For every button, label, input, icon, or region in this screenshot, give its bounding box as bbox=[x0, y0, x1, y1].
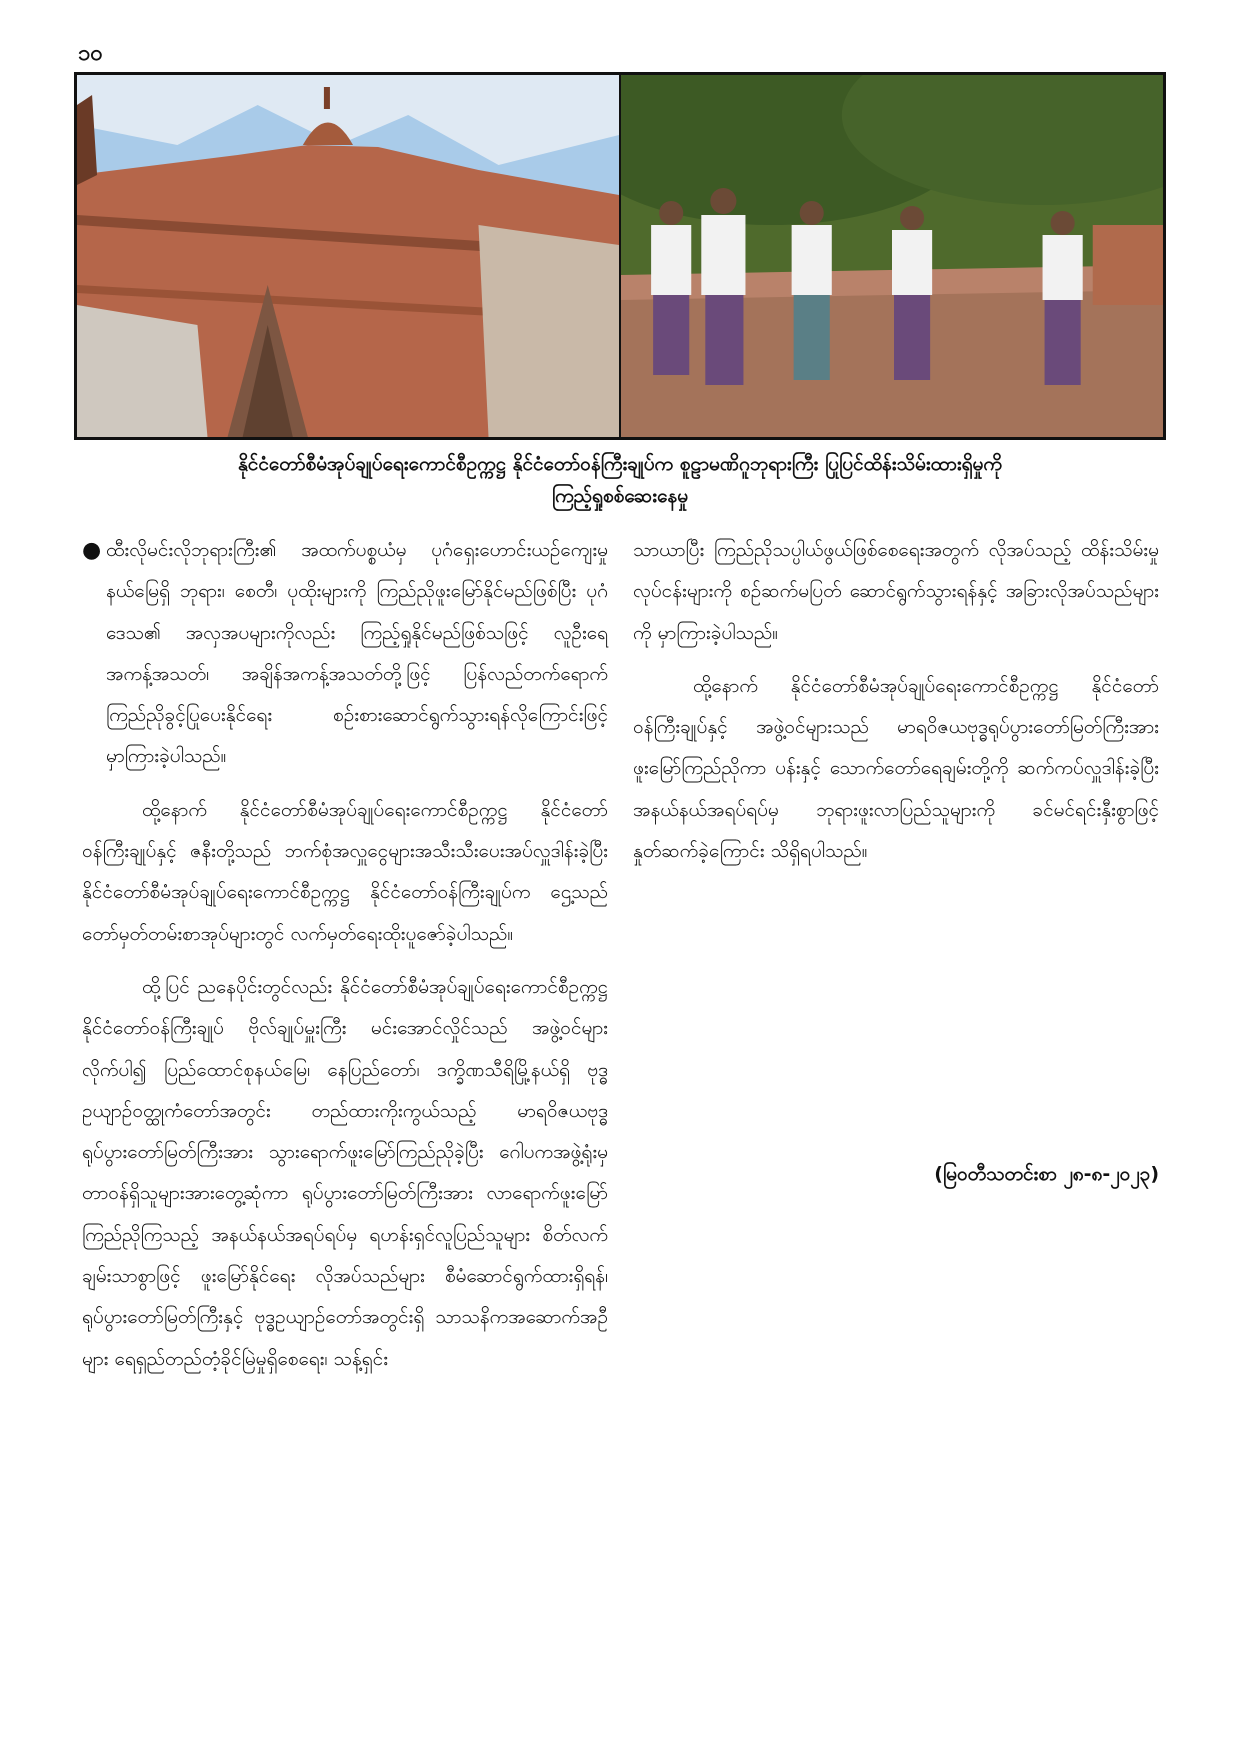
bullet-icon: ● bbox=[82, 538, 102, 563]
paragraph-1 bbox=[82, 530, 608, 778]
paragraph-2: ထို့နောက် နိုင်ငံတော်စီမံအုပ်ချုပ်ရေးကောင်စီဥက္ကဋ္ဌ နိုင်ငံတော်ဝန်ကြီးချုပ်နှင့် ဇနီးတို့သည် ဘက်စုံအလှူငွေများအသီးသီးပေးအပ်လှူဒါန်းခဲ့ပြီး နိုင်ငံတော်စီမံအုပ်ချုပ်ရေးကောင်စီဥက္ကဋ္ဌ နိုင်ငံတော်ဝန်ကြီးချုပ်က ဌေ့သည်တော်မှတ်တမ်းစာအုပ်များတွင် လက်မှတ်ရေးထိုးပူဇော်ခဲ့ပါသည်။ bbox=[82, 798, 608, 945]
pagoda-photo bbox=[77, 75, 619, 437]
paragraph-3: ထို့ပြင် ညနေပိုင်းတွင်လည်း နိုင်ငံတော်စီမံအုပ်ချုပ်ရေးကောင်စီဥက္ကဋ္ဌ နိုင်ငံတော်ဝန်ကြီးချုပ် ဗိုလ်ချုပ်မှူးကြီး မင်းအောင်လှိုင်သည် အဖွဲ့ဝင်များလိုက်ပါ၍ ပြည်ထောင်စုနယ်မြေ၊ နေပြည်တော်၊ ဒက္ခိဏသီရိမြို့နယ်ရှိ ဗုဒ္ဓဥယျာဉ်ဝတ္ထုကံတော်အတွင်း တည်ထားကိုးကွယ်သည့် မာရဝိဇယဗုဒ္ဓရုပ်ပွားတော်မြတ်ကြီးအား သွားရောက်ဖူးမြော်ကြည်ညိုခဲ့ပြီး ဂေါပကအဖွဲ့ရုံးမှ တာဝန်ရှိသူများအားတွေ့ဆုံကာ ရုပ်ပွားတော်မြတ်ကြီးအား လာရောက်ဖူးမြော်ကြည်ညိုကြသည့် အနယ်နယ်အရပ်ရပ်မှ ရဟန်းရှင်လူပြည်သူများ စိတ်လက်ချမ်းသာစွာဖြင့် ဖူးမြော်နိုင်ရေး လိုအပ်သည်များ စီမံဆောင်ရွက်ထားရှိရန်၊ ရုပ်ပွားတော်မြတ်ကြီးနှင့် ဗုဒ္ဓဥယျာဉ်တော်အတွင်းရှိ သာသနိကအဆောက်အဦများ ရေရှည်တည်တံ့ခိုင်မြဲမှုရှိစေရေး၊ သန့်ရှင်း bbox=[82, 975, 608, 1370]
source-citation: (မြဝတီသတင်းစာ ၂၈-၈-၂၀၂၃) bbox=[934, 1163, 1159, 1185]
paragraph-5: ထို့နောက် နိုင်ငံတော်စီမံအုပ်ချုပ်ရေးကောင်စီဥက္ကဋ္ဌ နိုင်ငံတော်ဝန်ကြီးချုပ်နှင့် အဖွဲ့ဝင်များသည် မာရဝိဇယဗုဒ္ဓရုပ်ပွားတော်မြတ်ကြီးအား ဖူးမြော်ကြည်ညိုကာ ပန်းနှင့် သောက်တော်ရေချမ်းတို့ကို ဆက်ကပ်လှူဒါန်းခဲ့ပြီး အနယ်နယ်အရပ်ရပ်မှ ဘုရားဖူးလာပြည်သူများကို ခင်မင်ရင်းနှီးစွာဖြင့် နှုတ်ဆက်ခဲ့ကြောင်း သိရှိရပါသည်။ bbox=[633, 674, 1159, 863]
page-number: ၁၀ bbox=[78, 41, 103, 66]
left-column bbox=[82, 530, 608, 1392]
photo-strip bbox=[74, 72, 1166, 440]
caption-line-1: နိုင်ငံတော်စီမံအုပ်ချုပ်ရေးကောင်စီဥက္ကဋ္ဌ နိုင်ငံတော်ဝန်ကြီးချုပ်က စူဠာမဏိဂူဘုရားကြီး ပြုပြင်ထိန်းသိမ်းထားရှိမှုကို bbox=[237, 453, 1003, 475]
visit-photo bbox=[621, 75, 1163, 437]
paragraph-1-text: ထီးလိုမင်းလိုဘုရားကြီး၏ အထက်ပစ္စယံမှ ပုဂံရှေးဟောင်းယဉ်ကျေးမှုနယ်မြေရှိ ဘုရား၊ စေတီ၊ ပုထိုးများကို ကြည်ညိုဖူးမြော်နိုင်မည်ဖြစ်ပြီး ပုဂံဒေသ၏ အလှအပများကိုလည်း ကြည့်ရှုနိုင်မည်ဖြစ်သဖြင့် လူဦးရေအကန့်အသတ်၊ အချိန်အကန့်အသတ်တို့ဖြင့် ပြန်လည်တက်ရောက် ကြည်ညိုခွင့်ပြုပေးနိုင်ရေး စဉ်းစားဆောင်ရွက်သွားရန်လိုကြောင်းဖြင့် မှာကြားခဲ့ပါသည်။ bbox=[106, 539, 608, 768]
photo-caption bbox=[74, 448, 1166, 512]
right-column bbox=[633, 530, 1159, 884]
paragraph-4: သာယာပြီး ကြည်ညိုသပ္ပါယ်ဖွယ်ဖြစ်စေရေးအတွက် လိုအပ်သည့် ထိန်းသိမ်းမှုလုပ်ငန်းများကို စဉ်ဆက်မပြတ် ဆောင်ရွက်သွားရန်နှင့် အခြားလိုအပ်သည်များကို မှာကြားခဲ့ပါသည်။ bbox=[633, 539, 1159, 644]
caption-line-2: ကြည့်ရှုစစ်ဆေးနေမှု bbox=[551, 485, 689, 507]
